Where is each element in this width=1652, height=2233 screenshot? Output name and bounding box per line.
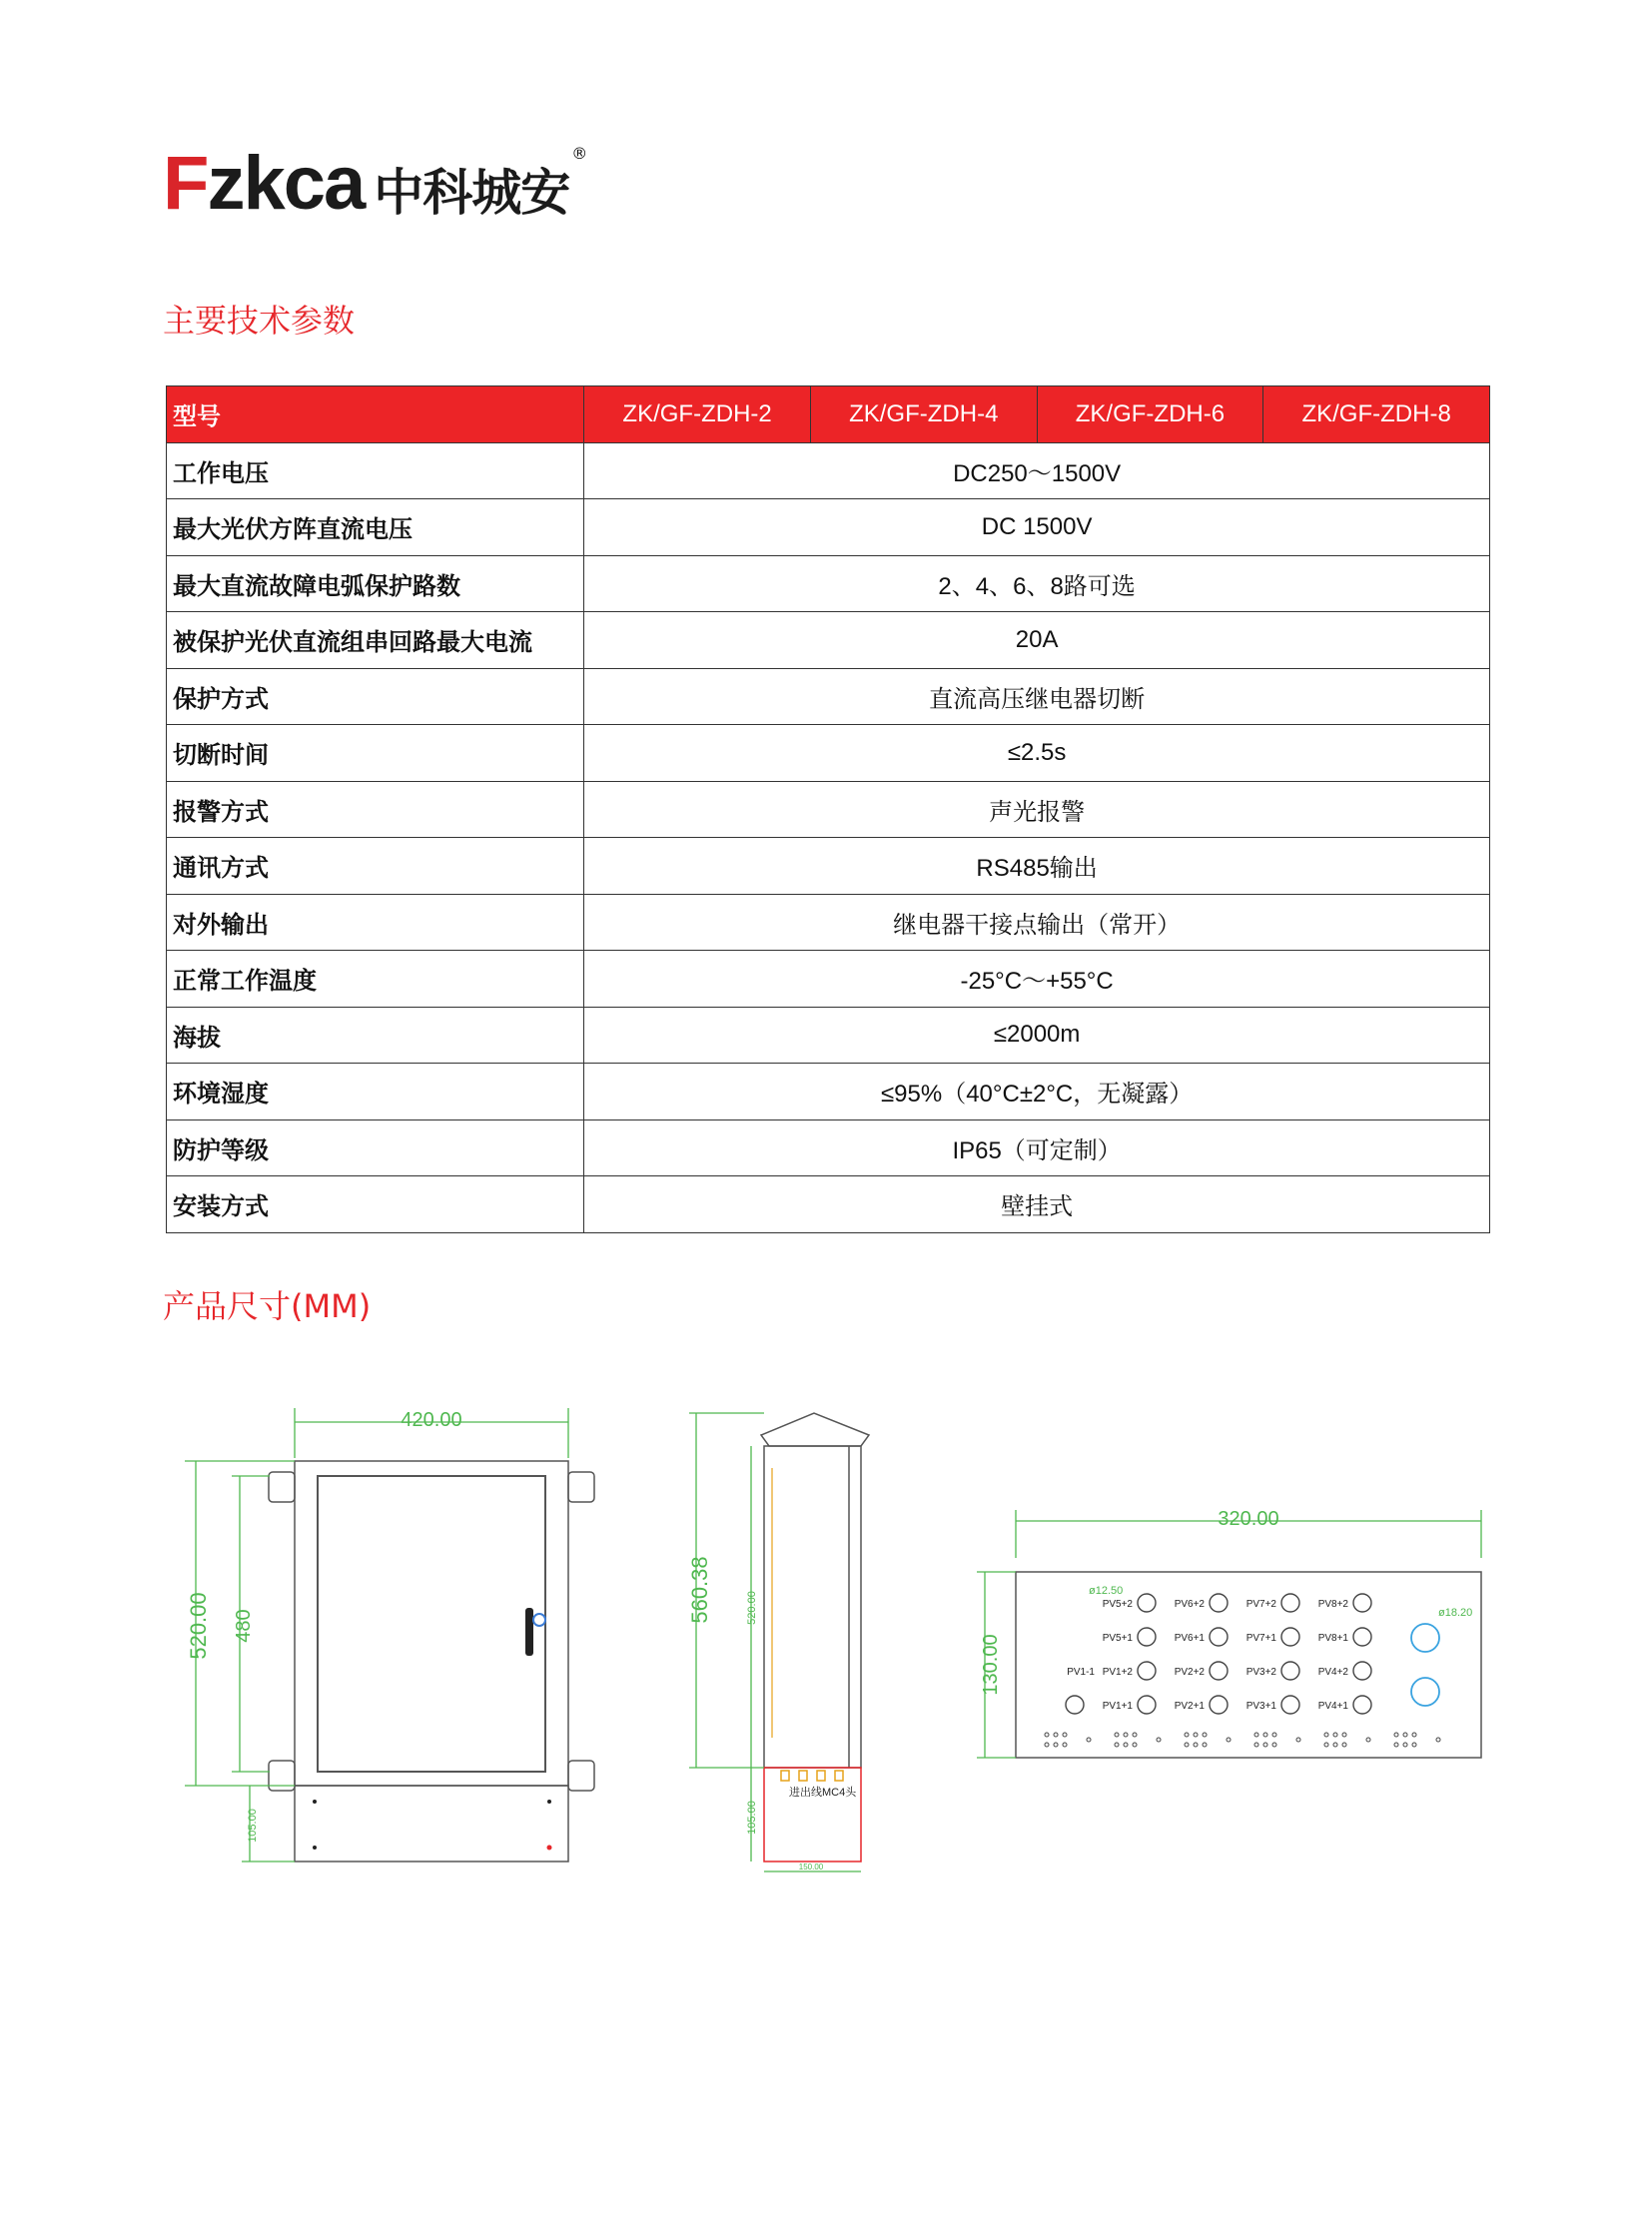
- header-model-8: ZK/GF-ZDH-8: [1263, 386, 1490, 443]
- logo-rest-letters: zkca: [207, 141, 365, 226]
- pv-label: PV4+1: [1317, 1701, 1348, 1712]
- vent-dot: [1394, 1733, 1398, 1737]
- row-label: 工作电压: [167, 442, 584, 499]
- front-height-dim: 520.00: [186, 1592, 211, 1660]
- vent-dot: [1403, 1743, 1407, 1747]
- front-view: [269, 1461, 594, 1861]
- front-inner-dim: 480: [233, 1609, 255, 1643]
- pv-label: PV5+1: [1102, 1633, 1133, 1644]
- pv-label: PV6+1: [1174, 1633, 1205, 1644]
- vent-dot: [1133, 1733, 1137, 1737]
- pv-label: PV3+2: [1245, 1667, 1276, 1678]
- pv-port-hole: [1353, 1594, 1371, 1612]
- side-depth-dim: 150.00: [798, 1862, 824, 1871]
- logo-first-letter: F: [163, 141, 208, 226]
- row-value: 直流高压继电器切断: [584, 668, 1490, 725]
- pv-label: PV2+2: [1174, 1667, 1205, 1678]
- row-label: 通讯方式: [167, 838, 584, 895]
- vent-dot: [1296, 1738, 1300, 1742]
- header-model-6: ZK/GF-ZDH-6: [1037, 386, 1263, 443]
- logo-chinese-name: 中科城安: [374, 164, 570, 222]
- hole-small-dim: ø12.50: [1089, 1585, 1124, 1597]
- vent-dot: [1254, 1733, 1258, 1737]
- pv-label: PV2+1: [1174, 1701, 1205, 1712]
- vent-dot: [1412, 1743, 1416, 1747]
- pv-port-hole: [1210, 1594, 1228, 1612]
- row-label: 对外输出: [167, 894, 584, 951]
- pv-port-hole: [1210, 1662, 1228, 1680]
- vent-dot: [1194, 1733, 1198, 1737]
- mount-ear: [568, 1472, 594, 1502]
- panel-height-dim: 130.00: [980, 1634, 1002, 1696]
- front-door-panel: [318, 1476, 545, 1772]
- vent-dot: [1394, 1743, 1398, 1747]
- side-height-dim: 560.38: [687, 1556, 712, 1624]
- vent-dot: [1324, 1733, 1328, 1737]
- pv-label: PV4+2: [1317, 1667, 1348, 1678]
- pv-label: PV3+1: [1245, 1701, 1276, 1712]
- vent-dots: [1045, 1733, 1440, 1747]
- vent-dot: [1124, 1743, 1128, 1747]
- vent-dot: [1254, 1743, 1258, 1747]
- hole-big-dim: ø18.20: [1438, 1607, 1473, 1619]
- panel-width-dim: 320.00: [1218, 1508, 1279, 1530]
- row-value: RS485输出: [584, 838, 1490, 895]
- vent-dot: [1087, 1738, 1091, 1742]
- pv-port-hole: [1138, 1594, 1156, 1612]
- header-model-2: ZK/GF-ZDH-2: [584, 386, 811, 443]
- vent-dot: [1436, 1738, 1440, 1742]
- pv-label: PV1+2: [1102, 1667, 1133, 1678]
- row-label: 被保护光伏直流组串回路最大电流: [167, 612, 584, 669]
- row-label: 保护方式: [167, 668, 584, 725]
- row-value: ≤2.5s: [584, 725, 1490, 782]
- pv-port-hole: [1210, 1696, 1228, 1714]
- vent-dot: [1115, 1743, 1119, 1747]
- pv-label: PV1-1: [1067, 1667, 1095, 1678]
- vent-dot: [1263, 1733, 1267, 1737]
- vent-dot: [1333, 1733, 1337, 1737]
- vent-dot: [1263, 1743, 1267, 1747]
- pv-port-hole: [1353, 1628, 1371, 1646]
- pv-label: PV1+1: [1102, 1701, 1133, 1712]
- pv-port-hole: [1138, 1662, 1156, 1680]
- vent-dot: [1054, 1743, 1058, 1747]
- front-base: [295, 1786, 568, 1861]
- pv-port-hole: [1210, 1628, 1228, 1646]
- header-model-label: 型号: [167, 386, 584, 443]
- vent-dot: [1403, 1733, 1407, 1737]
- row-label: 安装方式: [167, 1176, 584, 1233]
- vent-dot: [1054, 1733, 1058, 1737]
- row-label: 最大直流故障电弧保护路数: [167, 555, 584, 612]
- vent-dot: [1045, 1743, 1049, 1747]
- vent-dot: [1203, 1733, 1207, 1737]
- vent-dot: [1342, 1743, 1346, 1747]
- side-connector-note: 进出线MC4头: [789, 1787, 857, 1799]
- pv-port-grid: [1066, 1594, 1371, 1714]
- row-value: IP65（可定制）: [584, 1119, 1490, 1176]
- pv-port-hole: [1281, 1628, 1299, 1646]
- row-value: DC 1500V: [584, 499, 1490, 556]
- pv-port-hole: [1066, 1696, 1084, 1714]
- pv-label: PV8+2: [1317, 1599, 1348, 1610]
- header-model-4: ZK/GF-ZDH-4: [810, 386, 1037, 443]
- pv-label: PV6+2: [1174, 1599, 1205, 1610]
- vent-dot: [1185, 1733, 1189, 1737]
- vent-dot: [1203, 1743, 1207, 1747]
- mc4-connectors: [781, 1771, 843, 1781]
- pv-port-hole: [1138, 1628, 1156, 1646]
- vent-dot: [1412, 1733, 1416, 1737]
- row-value: 声光报警: [584, 781, 1490, 838]
- vent-dot: [1185, 1743, 1189, 1747]
- row-value: 继电器干接点输出（常开）: [584, 894, 1490, 951]
- vent-dot: [1342, 1733, 1346, 1737]
- big-holes: [1411, 1624, 1439, 1706]
- pv-label: PV7+1: [1245, 1633, 1276, 1644]
- vent-dot: [1324, 1743, 1328, 1747]
- mount-ear: [269, 1472, 295, 1502]
- row-label: 环境湿度: [167, 1064, 584, 1120]
- mount-ear: [568, 1761, 594, 1791]
- vent-dot: [1366, 1738, 1370, 1742]
- vent-dot: [1227, 1738, 1231, 1742]
- front-width-dim: 420.00: [401, 1409, 462, 1431]
- row-value: 20A: [584, 612, 1490, 669]
- vent-dot: [1124, 1733, 1128, 1737]
- pv-port-hole: [1138, 1696, 1156, 1714]
- row-value: 壁挂式: [584, 1176, 1490, 1233]
- vent-dot: [1194, 1743, 1198, 1747]
- dims-section-title: 产品尺寸(MM): [163, 1287, 372, 1325]
- vent-dot: [1063, 1733, 1067, 1737]
- vent-dot: [1333, 1743, 1337, 1747]
- vent-dot: [1272, 1743, 1276, 1747]
- vent-dot: [1063, 1743, 1067, 1747]
- row-label: 切断时间: [167, 725, 584, 782]
- pv-port-hole: [1281, 1662, 1299, 1680]
- front-base-dim: 105.00: [247, 1809, 259, 1843]
- row-label: 防护等级: [167, 1119, 584, 1176]
- pv-label: PV8+1: [1317, 1633, 1348, 1644]
- side-base-dim: 105.00: [746, 1801, 758, 1835]
- vent-dot: [1115, 1733, 1119, 1737]
- vent-dot: [1272, 1733, 1276, 1737]
- row-value: ≤2000m: [584, 1007, 1490, 1064]
- vent-dot: [1045, 1733, 1049, 1737]
- vent-dot: [1133, 1743, 1137, 1747]
- vent-dot: [1157, 1738, 1161, 1742]
- pv-port-hole: [1353, 1662, 1371, 1680]
- door-handle: [525, 1608, 545, 1656]
- row-value: DC250～1500V: [584, 442, 1490, 499]
- pv-label: PV7+2: [1245, 1599, 1276, 1610]
- registered-mark: ®: [571, 144, 588, 163]
- row-value: -25°C～+55°C: [584, 951, 1490, 1008]
- row-label: 报警方式: [167, 781, 584, 838]
- pv-port-hole: [1281, 1594, 1299, 1612]
- row-label: 最大光伏方阵直流电压: [167, 499, 584, 556]
- row-value: 2、4、6、8路可选: [584, 555, 1490, 612]
- row-label: 正常工作温度: [167, 951, 584, 1008]
- row-label: 海拔: [167, 1007, 584, 1064]
- pv-label: PV5+2: [1102, 1599, 1133, 1610]
- side-inner-dim: 520.00: [746, 1591, 758, 1625]
- spec-section-title: 主要技术参数: [163, 302, 356, 340]
- row-value: ≤95%（40°C±2°C，无凝露）: [584, 1064, 1490, 1120]
- pv-port-hole: [1353, 1696, 1371, 1714]
- pv-port-hole: [1281, 1696, 1299, 1714]
